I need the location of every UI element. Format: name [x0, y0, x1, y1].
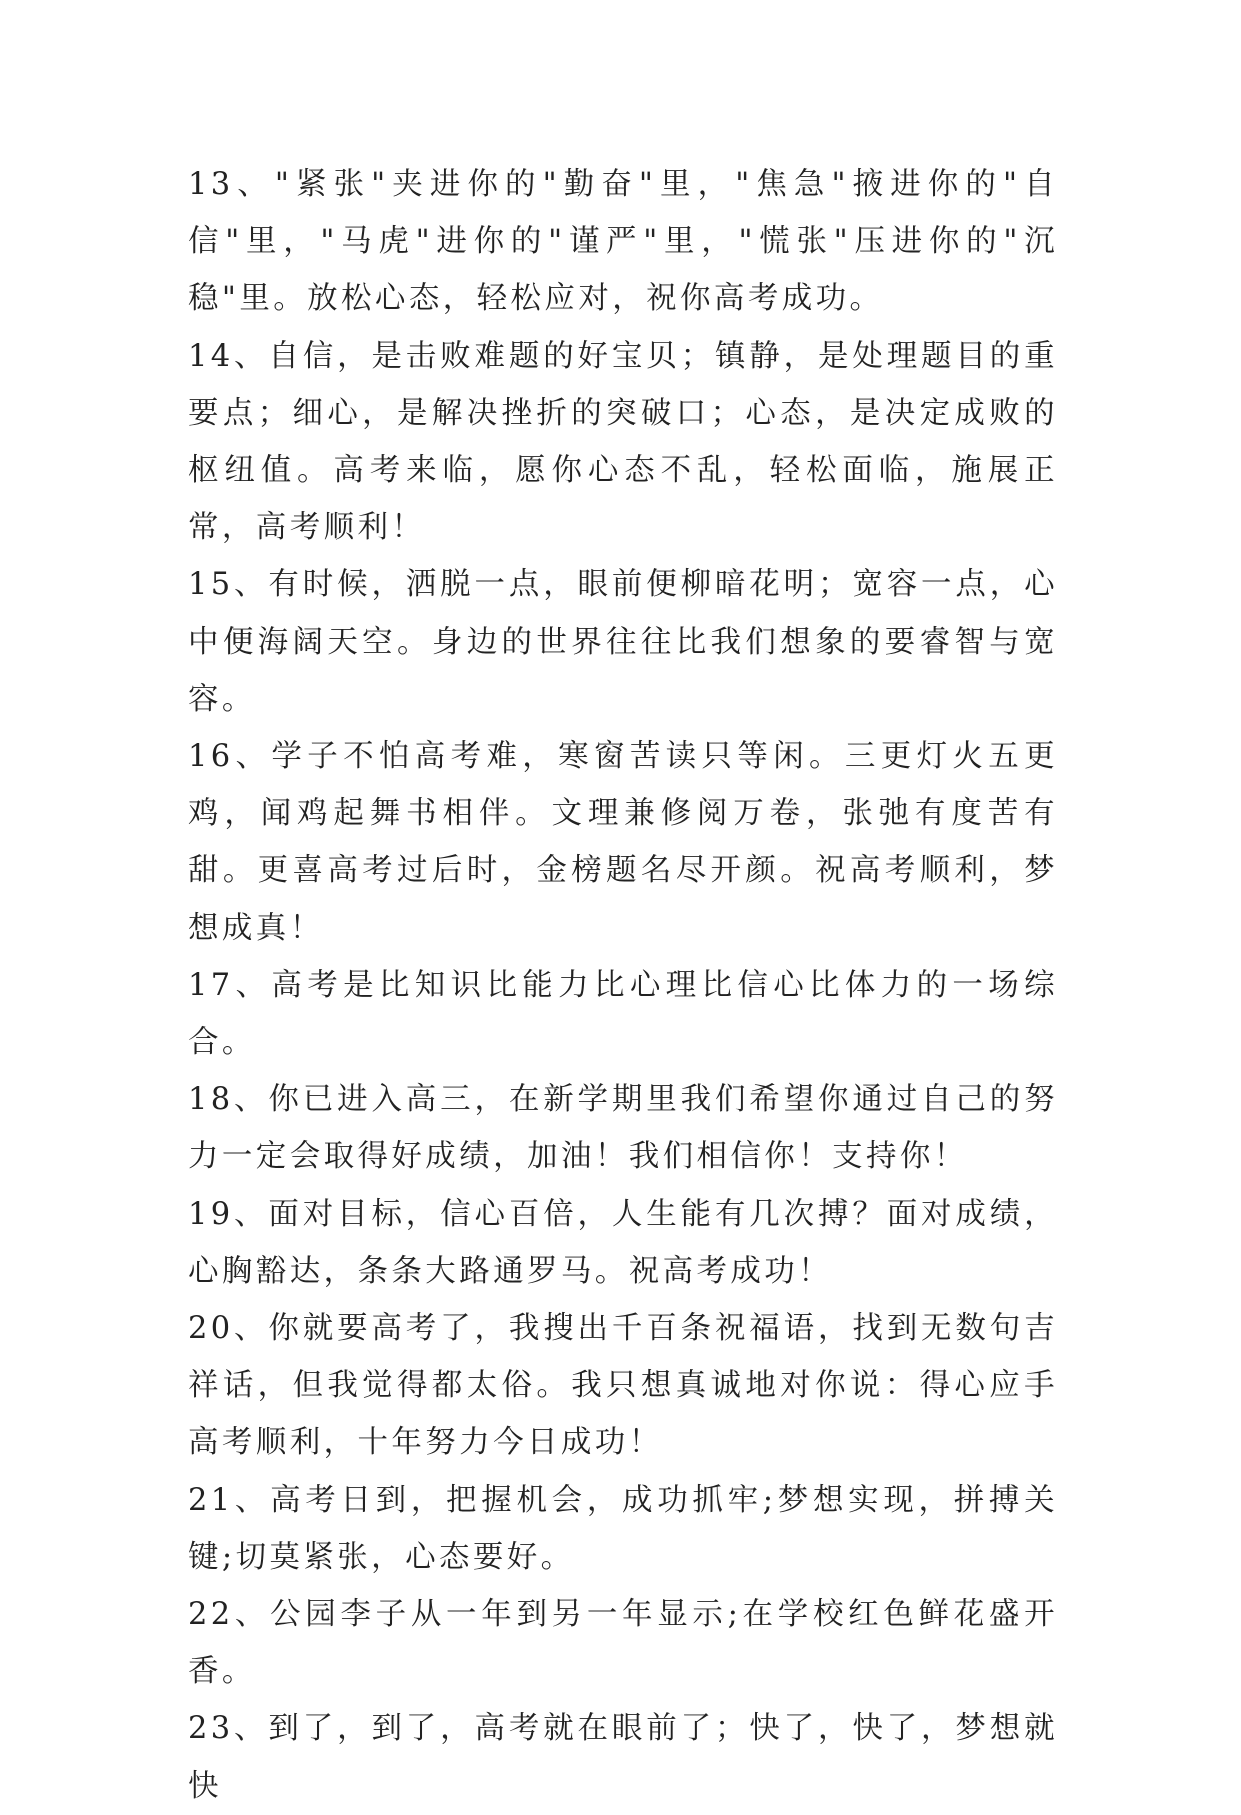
paragraph-18: 18、你已进入高三，在新学期里我们希望你通过自己的努力一定会取得好成绩，加油！我们相信你！支持你！ — [188, 1082, 1058, 1175]
paragraph-21: 21、高考日到，把握机会，成功抓牢;梦想实现，拼搏关键;切莫紧张，心态要好。 — [188, 1482, 1058, 1575]
paragraph-14: 14、自信，是击败难题的好宝贝；镇静，是处理题目的重要点；细心，是解决挫折的突破口；心态，是决定成败的枢纽值。高考来临，愿你心态不乱，轻松面临，施展正常，高考顺利！ — [188, 338, 1058, 546]
paragraph-20: 20、你就要高考了，我搜出千百条祝福语，找到无数句吉祥话，但我觉得都太俗。我只想真诚地对你说：得心应手高考顺利，十年努力今日成功！ — [188, 1311, 1058, 1461]
paragraph-15: 15、有时候，洒脱一点，眼前便柳暗花明；宽容一点，心中便海阔天空。身边的世界往往比我们想象的要睿智与宽容。 — [188, 567, 1058, 717]
paragraph-17: 17、高考是比知识比能力比心理比信心比体力的一场综合。 — [188, 967, 1058, 1061]
paragraph-19: 19、面对目标，信心百倍，人生能有几次搏？面对成绩，心胸豁达，条条大路通罗马。祝高考成功！ — [188, 1196, 1058, 1289]
paragraph-16: 16、学子不怕高考难，寒窗苦读只等闲。三更灯火五更鸡，闻鸡起舞书相伴。文理兼修阅万卷，张弛有度苦有甜。更喜高考过后时，金榜题名尽开颜。祝高考顺利，梦想成真！ — [188, 739, 1058, 946]
document-body — [188, 156, 1058, 1815]
paragraph-13: 13、"紧张"夹进你的"勤奋"里，"焦急"掖进你的"自信"里，"马虎"进你的"谨严"里，"慌张"压进你的"沉稳"里。放松心态，轻松应对，祝你高考成功。 — [188, 167, 1058, 317]
paragraph-22: 22、公园李子从一年到另一年显示;在学校红色鲜花盛开香。 — [188, 1597, 1058, 1690]
paragraph-23: 23、到了，到了，高考就在眼前了；快了，快了，梦想就快 — [188, 1711, 1058, 1804]
